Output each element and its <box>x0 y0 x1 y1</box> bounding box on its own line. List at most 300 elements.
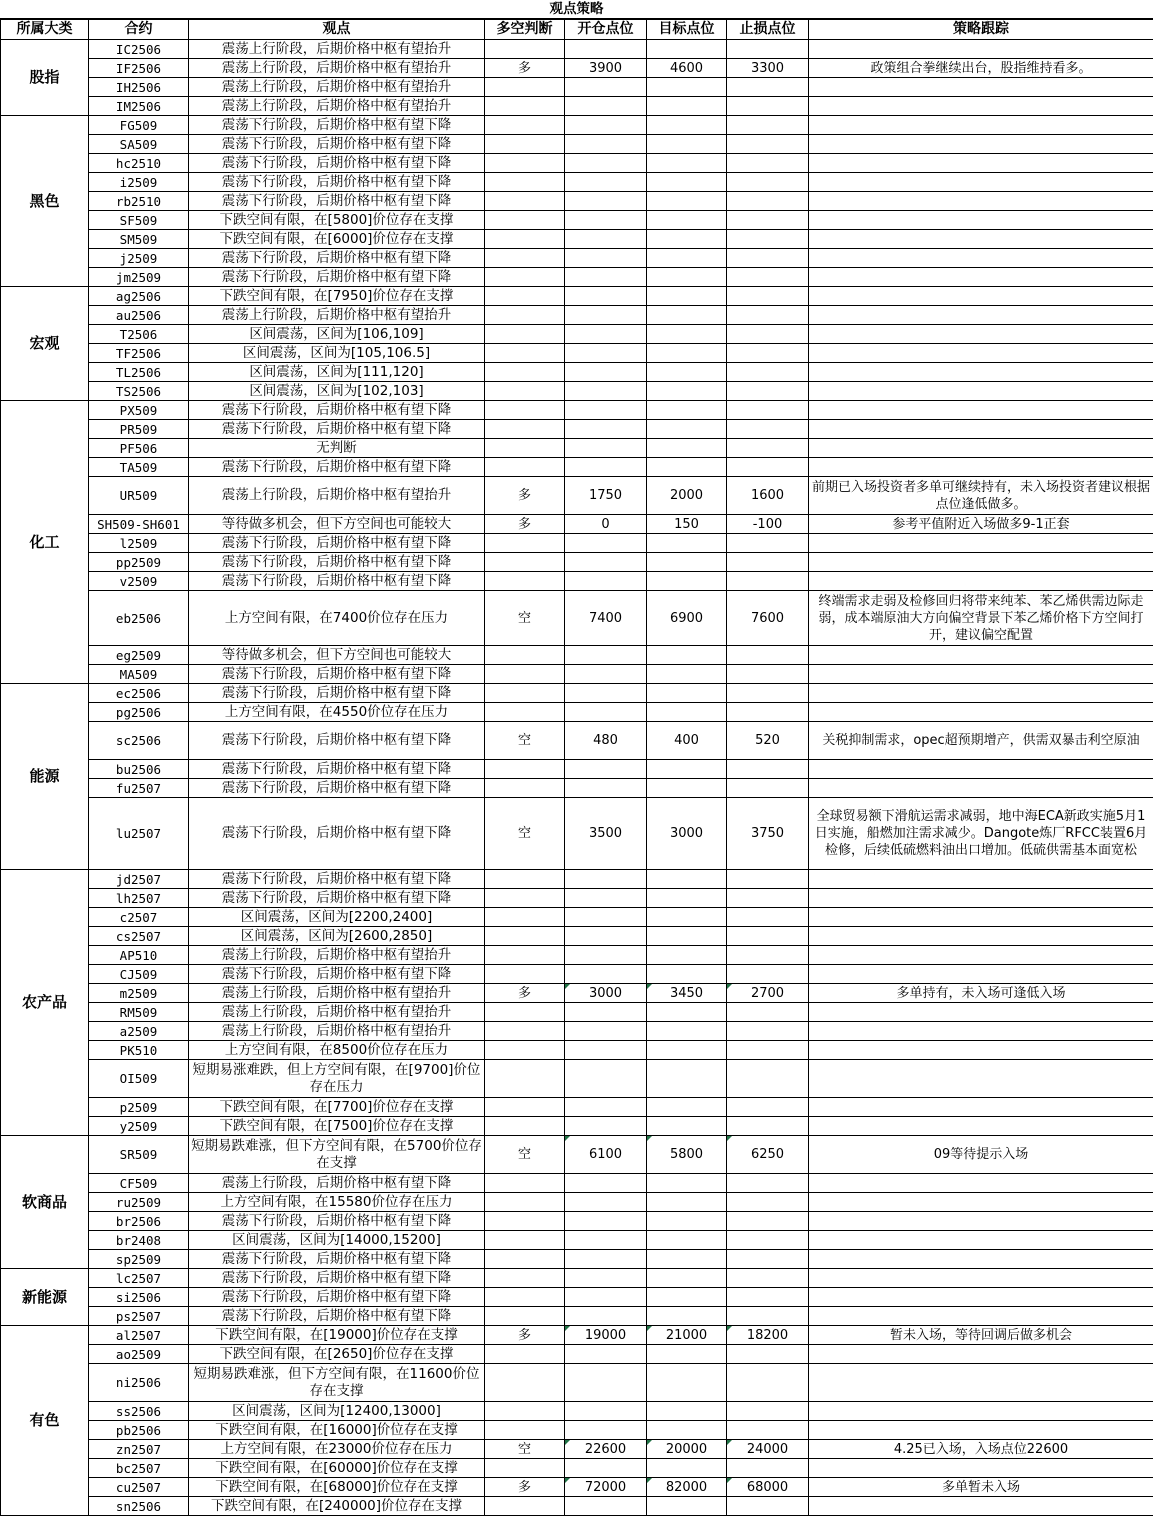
table-row <box>1 870 1153 889</box>
entry-cell <box>565 173 647 192</box>
table-row <box>1 382 1153 401</box>
view-cell: 下跌空间有限，在[240000]价位存在支撑 <box>189 1497 485 1516</box>
view-cell: 震荡下行阶段，后期价格中枢有望下降 <box>189 1288 485 1307</box>
table-row <box>1 1193 1153 1212</box>
tracking-cell <box>809 382 1153 401</box>
table-row <box>1 420 1153 439</box>
category-cell: 股指 <box>1 40 89 116</box>
tracking-cell: 全球贸易额下滑航运需求减弱，地中海ECA新政实施5月1日实施，船燃加注需求减少。Dangote炼厂RFCC装置6月检修，后续低硫燃料油出口增加。低硫供需基本面宽松 <box>809 798 1153 870</box>
table-row <box>1 306 1153 325</box>
view-cell: 震荡下行阶段，后期价格中枢有望下降 <box>189 420 485 439</box>
tracking-cell <box>809 40 1153 59</box>
tracking-cell <box>809 572 1153 591</box>
tracking-cell: 多单暂未入场 <box>809 1478 1153 1497</box>
category-cell: 宏观 <box>1 287 89 401</box>
table-row <box>1 722 1153 760</box>
entry-cell <box>565 211 647 230</box>
entry-cell <box>565 1497 647 1516</box>
tracking-cell <box>809 211 1153 230</box>
tracking-cell <box>809 1022 1153 1041</box>
entry-cell <box>565 1364 647 1402</box>
direction-cell <box>485 1022 565 1041</box>
direction-cell <box>485 684 565 703</box>
stop-cell: 2700 <box>727 984 809 1003</box>
table-row <box>1 1478 1153 1497</box>
stop-cell <box>727 1421 809 1440</box>
stop-cell <box>727 1117 809 1136</box>
entry-cell <box>565 534 647 553</box>
tracking-cell <box>809 192 1153 211</box>
target-cell <box>647 572 727 591</box>
target-cell <box>647 889 727 908</box>
view-cell: 短期易跌难涨，但下方空间有限，在5700价位存在支撑 <box>189 1136 485 1174</box>
direction-cell <box>485 1459 565 1478</box>
stop-cell <box>727 325 809 344</box>
contract-cell: PX509 <box>89 401 189 420</box>
stop-cell <box>727 965 809 984</box>
table-row <box>1 1098 1153 1117</box>
target-cell <box>647 1459 727 1478</box>
contract-cell: SH509-SH601 <box>89 515 189 534</box>
tracking-cell: 多单持有，未入场可逢低入场 <box>809 984 1153 1003</box>
direction-cell <box>485 1250 565 1269</box>
table-row <box>1 211 1153 230</box>
target-cell <box>647 363 727 382</box>
tracking-cell: 4.25已入场，入场点位22600 <box>809 1440 1153 1459</box>
entry-cell <box>565 889 647 908</box>
header-row <box>1 20 1153 40</box>
stop-cell <box>727 1003 809 1022</box>
entry-cell <box>565 1231 647 1250</box>
table-row <box>1 325 1153 344</box>
tracking-cell <box>809 1345 1153 1364</box>
view-cell: 震荡下行阶段，后期价格中枢有望下降 <box>189 249 485 268</box>
stop-cell <box>727 1345 809 1364</box>
view-cell: 下跌空间有限，在[7500]价位存在支撑 <box>189 1117 485 1136</box>
stop-cell <box>727 1022 809 1041</box>
tracking-cell <box>809 420 1153 439</box>
tracking-cell <box>809 889 1153 908</box>
target-cell <box>647 287 727 306</box>
stop-cell <box>727 1402 809 1421</box>
direction-cell <box>485 646 565 665</box>
entry-cell <box>565 870 647 889</box>
contract-cell: ru2509 <box>89 1193 189 1212</box>
target-cell <box>647 306 727 325</box>
stop-cell <box>727 1497 809 1516</box>
entry-cell <box>565 1098 647 1117</box>
target-cell: 3000 <box>647 798 727 870</box>
direction-cell <box>485 1003 565 1022</box>
direction-cell <box>485 1497 565 1516</box>
table-row <box>1 1022 1153 1041</box>
table-row <box>1 477 1153 515</box>
direction-cell: 多 <box>485 515 565 534</box>
target-cell <box>647 1003 727 1022</box>
entry-cell <box>565 703 647 722</box>
tracking-cell <box>809 306 1153 325</box>
tracking-cell <box>809 97 1153 116</box>
entry-cell <box>565 154 647 173</box>
target-cell <box>647 760 727 779</box>
table-row <box>1 458 1153 477</box>
direction-cell <box>485 268 565 287</box>
table-row <box>1 684 1153 703</box>
entry-cell: 3000 <box>565 984 647 1003</box>
table-row <box>1 1307 1153 1326</box>
stop-cell <box>727 458 809 477</box>
tracking-cell <box>809 401 1153 420</box>
direction-cell <box>485 1098 565 1117</box>
view-cell: 下跌空间有限，在[7700]价位存在支撑 <box>189 1098 485 1117</box>
direction-cell <box>485 439 565 458</box>
table-row <box>1 665 1153 684</box>
stop-cell: 24000 <box>727 1440 809 1459</box>
contract-cell: bc2507 <box>89 1459 189 1478</box>
contract-cell: FG509 <box>89 116 189 135</box>
stop-cell <box>727 779 809 798</box>
tracking-cell <box>809 344 1153 363</box>
view-cell: 区间震荡，区间为[2600,2850] <box>189 927 485 946</box>
table-row <box>1 116 1153 135</box>
tracking-cell <box>809 1231 1153 1250</box>
direction-cell <box>485 135 565 154</box>
table-row <box>1 1440 1153 1459</box>
direction-cell <box>485 116 565 135</box>
tracking-cell <box>809 779 1153 798</box>
target-cell <box>647 1497 727 1516</box>
target-cell <box>647 1174 727 1193</box>
view-cell: 区间震荡，区间为[2200,2400] <box>189 908 485 927</box>
stop-cell <box>727 382 809 401</box>
stop-cell <box>727 439 809 458</box>
table-row <box>1 1364 1153 1402</box>
target-cell <box>647 1288 727 1307</box>
target-cell <box>647 192 727 211</box>
direction-cell <box>485 1060 565 1098</box>
target-cell <box>647 1231 727 1250</box>
target-cell <box>647 135 727 154</box>
target-cell <box>647 211 727 230</box>
tracking-cell: 参考平值附近入场做多9-1正套 <box>809 515 1153 534</box>
stop-cell <box>727 1269 809 1288</box>
entry-cell <box>565 779 647 798</box>
contract-cell: TF2506 <box>89 344 189 363</box>
entry-cell <box>565 908 647 927</box>
header-view: 观点 <box>189 20 485 40</box>
view-cell: 等待做多机会，但下方空间也可能较大 <box>189 515 485 534</box>
tracking-cell <box>809 154 1153 173</box>
view-cell: 震荡下行阶段，后期价格中枢有望下降 <box>189 534 485 553</box>
tracking-cell <box>809 927 1153 946</box>
direction-cell <box>485 1231 565 1250</box>
target-cell <box>647 1098 727 1117</box>
tracking-cell <box>809 553 1153 572</box>
entry-cell: 3900 <box>565 59 647 78</box>
table-row <box>1 1421 1153 1440</box>
header-target: 目标点位 <box>647 20 727 40</box>
target-cell <box>647 646 727 665</box>
direction-cell <box>485 1041 565 1060</box>
table-row <box>1 1003 1153 1022</box>
table-row <box>1 1174 1153 1193</box>
tracking-cell <box>809 268 1153 287</box>
stop-cell <box>727 908 809 927</box>
table-row <box>1 1288 1153 1307</box>
stop-cell: 18200 <box>727 1326 809 1345</box>
contract-cell: p2509 <box>89 1098 189 1117</box>
direction-cell <box>485 401 565 420</box>
category-cell: 黑色 <box>1 116 89 287</box>
table-row <box>1 192 1153 211</box>
table-row <box>1 760 1153 779</box>
contract-cell: br2408 <box>89 1231 189 1250</box>
tracking-cell: 关税抑制需求，opec超预期增产，供需双暴击利空原油 <box>809 722 1153 760</box>
entry-cell: 72000 <box>565 1478 647 1497</box>
view-cell: 下跌空间有限，在[60000]价位存在支撑 <box>189 1459 485 1478</box>
stop-cell <box>727 192 809 211</box>
contract-cell: sp2509 <box>89 1250 189 1269</box>
view-cell: 下跌空间有限，在[2650]价位存在支撑 <box>189 1345 485 1364</box>
view-cell: 震荡下行阶段，后期价格中枢有望下降 <box>189 553 485 572</box>
contract-cell: SA509 <box>89 135 189 154</box>
target-cell <box>647 1060 727 1098</box>
contract-cell: MA509 <box>89 665 189 684</box>
stop-cell <box>727 211 809 230</box>
table-row <box>1 646 1153 665</box>
target-cell: 5800 <box>647 1136 727 1174</box>
entry-cell <box>565 946 647 965</box>
tracking-cell: 暂未入场，等待回调后做多机会 <box>809 1326 1153 1345</box>
table-row <box>1 287 1153 306</box>
direction-cell <box>485 287 565 306</box>
tracking-cell: 前期已入场投资者多单可继续持有，未入场投资者建议根据点位逢低做多。 <box>809 477 1153 515</box>
target-cell <box>647 97 727 116</box>
entry-cell: 0 <box>565 515 647 534</box>
table-row <box>1 363 1153 382</box>
entry-cell <box>565 287 647 306</box>
direction-cell <box>485 927 565 946</box>
stop-cell <box>727 665 809 684</box>
target-cell <box>647 344 727 363</box>
target-cell <box>647 665 727 684</box>
contract-cell: rb2510 <box>89 192 189 211</box>
contract-cell: al2507 <box>89 1326 189 1345</box>
tracking-cell <box>809 325 1153 344</box>
target-cell <box>647 1307 727 1326</box>
table-row <box>1 1250 1153 1269</box>
direction-cell: 多 <box>485 1478 565 1497</box>
view-cell: 震荡下行阶段，后期价格中枢有望下降 <box>189 401 485 420</box>
table-row <box>1 249 1153 268</box>
contract-cell: c2507 <box>89 908 189 927</box>
direction-cell: 空 <box>485 798 565 870</box>
direction-cell <box>485 211 565 230</box>
tracking-cell <box>809 1307 1153 1326</box>
view-cell: 震荡上行阶段，后期价格中枢有望抬升 <box>189 97 485 116</box>
stop-cell: 520 <box>727 722 809 760</box>
contract-cell: CJ509 <box>89 965 189 984</box>
tracking-cell <box>809 1421 1153 1440</box>
view-cell: 震荡下行阶段，后期价格中枢有望下降 <box>189 116 485 135</box>
tracking-cell <box>809 703 1153 722</box>
entry-cell <box>565 927 647 946</box>
tracking-cell <box>809 946 1153 965</box>
target-cell <box>647 927 727 946</box>
entry-cell <box>565 553 647 572</box>
entry-cell <box>565 1117 647 1136</box>
target-cell: 2000 <box>647 477 727 515</box>
contract-cell: jm2509 <box>89 268 189 287</box>
tracking-cell <box>809 965 1153 984</box>
target-cell <box>647 116 727 135</box>
entry-cell <box>565 230 647 249</box>
target-cell <box>647 946 727 965</box>
tracking-cell <box>809 439 1153 458</box>
tracking-cell <box>809 1250 1153 1269</box>
target-cell: 400 <box>647 722 727 760</box>
table-row <box>1 59 1153 78</box>
stop-cell <box>727 268 809 287</box>
stop-cell: 3750 <box>727 798 809 870</box>
view-cell: 区间震荡，区间为[14000,15200] <box>189 1231 485 1250</box>
tracking-cell <box>809 135 1153 154</box>
entry-cell: 19000 <box>565 1326 647 1345</box>
stop-cell: 1600 <box>727 477 809 515</box>
entry-cell <box>565 1060 647 1098</box>
tracking-cell <box>809 1117 1153 1136</box>
table-row <box>1 703 1153 722</box>
stop-cell <box>727 572 809 591</box>
entry-cell <box>565 1250 647 1269</box>
target-cell <box>647 439 727 458</box>
contract-cell: zn2507 <box>89 1440 189 1459</box>
contract-cell: l2509 <box>89 534 189 553</box>
table-row <box>1 908 1153 927</box>
view-cell: 无判断 <box>189 439 485 458</box>
stop-cell <box>727 420 809 439</box>
table-row <box>1 1402 1153 1421</box>
target-cell <box>647 249 727 268</box>
contract-cell: m2509 <box>89 984 189 1003</box>
stop-cell <box>727 1212 809 1231</box>
direction-cell <box>485 870 565 889</box>
contract-cell: eb2506 <box>89 591 189 646</box>
strategy-table <box>0 19 1153 1516</box>
contract-cell: TL2506 <box>89 363 189 382</box>
target-cell <box>647 154 727 173</box>
stop-cell <box>727 116 809 135</box>
direction-cell: 多 <box>485 59 565 78</box>
direction-cell: 多 <box>485 477 565 515</box>
entry-cell <box>565 306 647 325</box>
direction-cell <box>485 306 565 325</box>
direction-cell <box>485 1117 565 1136</box>
target-cell <box>647 965 727 984</box>
entry-cell <box>565 1269 647 1288</box>
tracking-cell <box>809 1269 1153 1288</box>
stop-cell <box>727 760 809 779</box>
entry-cell <box>565 135 647 154</box>
contract-cell: PR509 <box>89 420 189 439</box>
contract-cell: PF506 <box>89 439 189 458</box>
contract-cell: au2506 <box>89 306 189 325</box>
view-cell: 下跌空间有限，在[16000]价位存在支撑 <box>189 1421 485 1440</box>
direction-cell <box>485 908 565 927</box>
tracking-cell <box>809 1212 1153 1231</box>
tracking-cell <box>809 760 1153 779</box>
entry-cell <box>565 1212 647 1231</box>
tracking-cell <box>809 646 1153 665</box>
stop-cell <box>727 1288 809 1307</box>
view-cell: 震荡上行阶段，后期价格中枢有望抬升 <box>189 78 485 97</box>
direction-cell <box>485 249 565 268</box>
target-cell <box>647 40 727 59</box>
target-cell <box>647 1212 727 1231</box>
table-row <box>1 889 1153 908</box>
direction-cell <box>485 1269 565 1288</box>
view-cell: 上方空间有限，在15580价位存在压力 <box>189 1193 485 1212</box>
stop-cell <box>727 287 809 306</box>
direction-cell <box>485 458 565 477</box>
view-cell: 区间震荡，区间为[105,106.5] <box>189 344 485 363</box>
tracking-cell <box>809 116 1153 135</box>
view-cell: 震荡下行阶段，后期价格中枢有望下降 <box>189 889 485 908</box>
target-cell <box>647 230 727 249</box>
entry-cell <box>565 439 647 458</box>
view-cell: 震荡下行阶段，后期价格中枢有望下降 <box>189 870 485 889</box>
target-cell <box>647 1022 727 1041</box>
entry-cell <box>565 249 647 268</box>
table-row <box>1 1497 1153 1516</box>
entry-cell: 22600 <box>565 1440 647 1459</box>
contract-cell: SM509 <box>89 230 189 249</box>
table-row <box>1 927 1153 946</box>
view-cell: 震荡下行阶段，后期价格中枢有望下降 <box>189 665 485 684</box>
table-row <box>1 40 1153 59</box>
direction-cell <box>485 382 565 401</box>
header-entry: 开仓点位 <box>565 20 647 40</box>
direction-cell <box>485 97 565 116</box>
target-cell <box>647 78 727 97</box>
stop-cell: 6250 <box>727 1136 809 1174</box>
entry-cell <box>565 1459 647 1478</box>
contract-cell: SR509 <box>89 1136 189 1174</box>
stop-cell <box>727 306 809 325</box>
direction-cell <box>485 779 565 798</box>
stop-cell <box>727 1174 809 1193</box>
target-cell: 4600 <box>647 59 727 78</box>
stop-cell <box>727 703 809 722</box>
table-row <box>1 173 1153 192</box>
target-cell <box>647 908 727 927</box>
view-cell: 震荡下行阶段，后期价格中枢有望下降 <box>189 722 485 760</box>
entry-cell <box>565 363 647 382</box>
entry-cell: 1750 <box>565 477 647 515</box>
target-cell <box>647 325 727 344</box>
view-cell: 震荡下行阶段，后期价格中枢有望下降 <box>189 154 485 173</box>
table-row <box>1 135 1153 154</box>
entry-cell <box>565 1307 647 1326</box>
contract-cell: lc2507 <box>89 1269 189 1288</box>
tracking-cell <box>809 78 1153 97</box>
entry-cell: 7400 <box>565 591 647 646</box>
table-row <box>1 946 1153 965</box>
entry-cell <box>565 78 647 97</box>
tracking-cell: 政策组合拳继续出台，股指维持看多。 <box>809 59 1153 78</box>
header-tracking: 策略跟踪 <box>809 20 1153 40</box>
view-cell: 震荡下行阶段，后期价格中枢有望下降 <box>189 572 485 591</box>
